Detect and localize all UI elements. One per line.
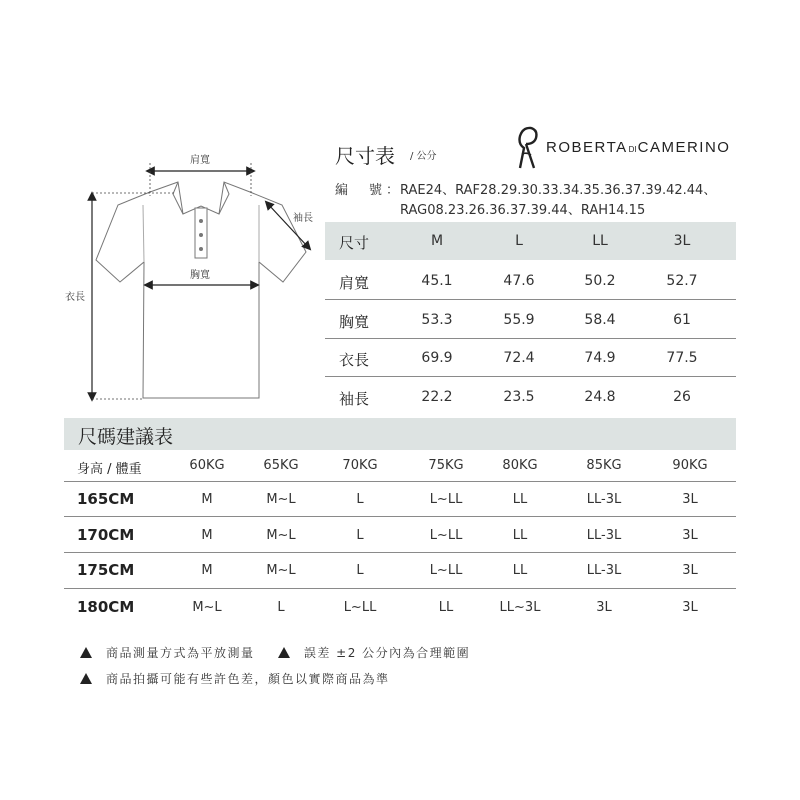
weight-col: 75KG [428,458,464,473]
size-cell: 52.7 [666,273,698,289]
recommended-size: 3L [682,528,698,543]
brand-name: ROBERTADICAMERINO [546,138,731,156]
recommended-size: L~LL [429,492,463,507]
recommended-size: LL-3L [586,563,622,578]
recommended-size: M [201,563,213,578]
divider [64,552,736,553]
recommended-size: LL [512,492,528,507]
recommended-size: LL-3L [586,492,622,507]
recommended-size: L [277,600,285,615]
size-row-label: 衣長 [339,351,370,369]
body-length-label: 衣長 [65,292,85,303]
recommended-size: LL-3L [586,528,622,543]
divider [325,338,736,339]
size-cell: 45.1 [421,273,453,289]
weight-col: 85KG [586,458,622,473]
divider [325,299,736,300]
recommended-size: M~L [192,600,222,615]
height-row-label: 175CM [77,561,135,579]
size-cell: 61 [673,312,691,328]
size-cell: 55.9 [503,312,535,328]
triangle-bullet-icon [80,673,92,684]
size-cell: 53.3 [421,312,453,328]
size-cell: 72.4 [503,350,535,366]
recommended-size: M~L [266,528,296,543]
size-cell: 26 [673,389,691,405]
size-cell: 23.5 [503,389,535,405]
recommended-size: L~LL [429,563,463,578]
size-cell: 50.2 [584,273,616,289]
size-cell: 22.2 [421,389,453,405]
recommended-size: L~LL [429,528,463,543]
size-col-L: L [515,233,523,249]
recommendation-title: 尺碼建議表 [78,426,174,448]
weight-col: 65KG [263,458,299,473]
size-cell: 74.9 [584,350,616,366]
size-col-M: M [430,233,444,249]
weight-col: 70KG [342,458,378,473]
size-row-label: 胸寬 [339,313,370,331]
sleeve-length-label: 袖長 [293,213,313,224]
note-line-1: 商品測量方式為平放測量 誤差 ±2 公分內為合理範圍 [80,644,470,661]
weight-col: 90KG [672,458,708,473]
size-cell: 69.9 [421,350,453,366]
polo-shirt-diagram [0,0,330,420]
weight-col: 80KG [502,458,538,473]
recommended-size: L [356,563,364,578]
recommended-size: M~L [266,492,296,507]
recommended-size: 3L [596,600,612,615]
recommended-size: M [201,492,213,507]
model-number-label: 編 號： [335,183,404,198]
recommended-size: LL [512,528,528,543]
recommended-size: L [356,492,364,507]
brand-logo [514,123,730,171]
size-col-header: 尺寸 [339,234,370,252]
recommended-size: 3L [682,492,698,507]
recommended-size: LL [438,600,454,615]
size-cell: 24.8 [584,389,616,405]
unit-label: / 公分 [410,151,437,162]
weight-col: 60KG [189,458,225,473]
model-numbers-line-2: RAG08.23.26.36.37.39.44、RAH14.15 [400,203,646,218]
scarf-r-logo-icon [514,124,540,170]
recommended-size: LL [512,563,528,578]
triangle-bullet-icon [278,647,290,658]
height-row-label: 170CM [77,526,135,544]
recommended-size: L~LL [343,600,377,615]
size-cell: 77.5 [666,350,698,366]
divider [325,376,736,377]
height-row-label: 180CM [77,598,135,616]
model-numbers-line-1: RAE24、RAF28.29.30.33.34.35.36.37.39.42.44、 [400,183,717,198]
recommended-size: M~L [266,563,296,578]
size-row-label: 袖長 [339,390,370,408]
divider [64,516,736,517]
shoulder-width-label: 肩寬 [190,155,210,166]
size-col-3L: 3L [673,233,691,249]
size-chart-title: 尺寸表 [335,144,395,168]
size-cell: 58.4 [584,312,616,328]
chest-width-label: 胸寬 [190,270,210,281]
height-row-label: 165CM [77,490,135,508]
divider [64,588,736,589]
recommended-size: L [356,528,364,543]
divider [64,481,736,482]
recommended-size: 3L [682,600,698,615]
height-weight-header: 身高 / 體重 [77,462,142,477]
size-row-label: 肩寬 [339,274,370,292]
recommended-size: M [201,528,213,543]
triangle-bullet-icon [80,647,92,658]
size-cell: 47.6 [503,273,535,289]
recommended-size: LL~3L [499,600,541,615]
recommended-size: 3L [682,563,698,578]
note-line-2: 商品拍攝可能有些許色差，顏色以實際商品為準 [80,670,390,687]
size-col-LL: LL [592,233,608,249]
